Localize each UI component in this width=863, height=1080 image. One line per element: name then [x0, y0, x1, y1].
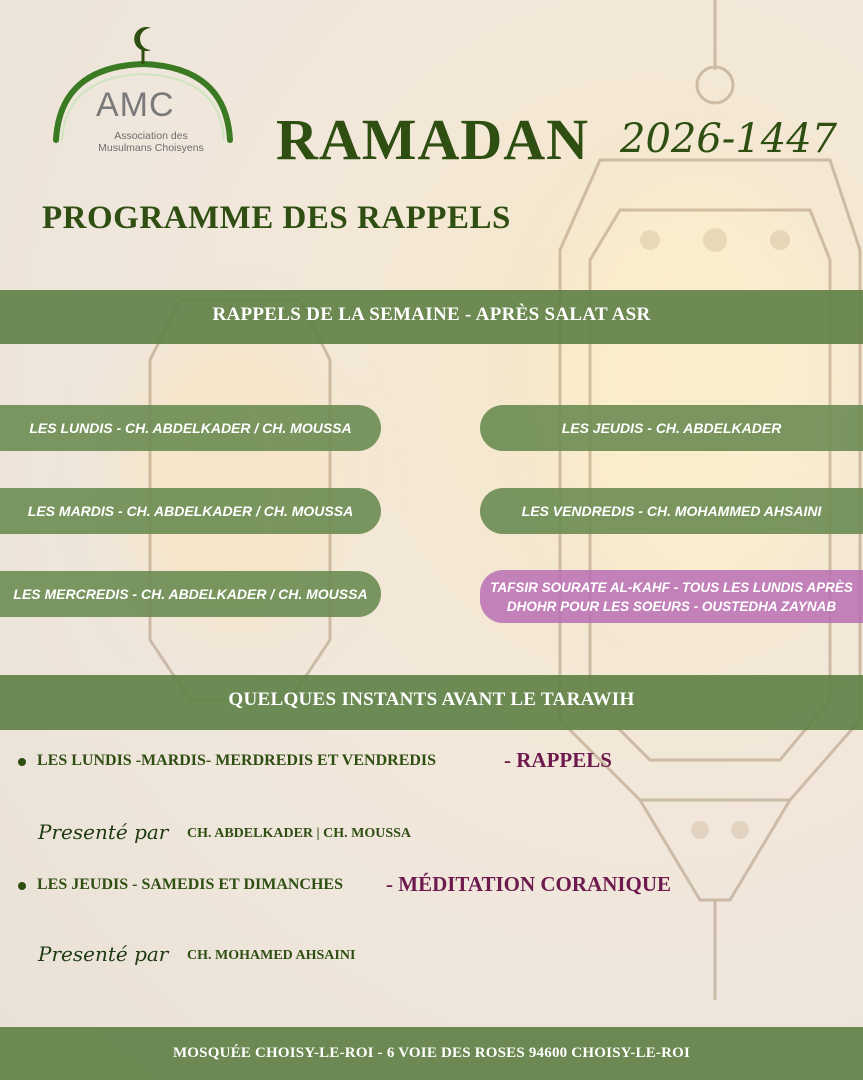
bullet-icon — [18, 882, 26, 890]
page-subtitle: PROGRAMME DES RAPPELS — [42, 200, 511, 236]
presented-by-label-2: Presenté par — [38, 942, 169, 966]
year-label: 2026-1447 — [620, 116, 838, 162]
logo-association-name: Association des Musulmans Choisyens — [98, 130, 204, 154]
footer-address: MOSQUÉE CHOISY-LE-ROI - 6 VOIE DES ROSES 94600 CHOISY-LE-ROI — [0, 1027, 863, 1080]
logo-abbreviation: AMC — [96, 86, 175, 124]
schedule-pill-lundis: LES LUNDIS - CH. ABDELKADER / CH. MOUSSA — [0, 405, 381, 451]
schedule-pill-vendredis: LES VENDREDIS - CH. MOHAMMED AHSAINI — [480, 488, 863, 534]
tafsir-pill: TAFSIR SOURATE AL-KAHF - TOUS LES LUNDIS APRÈS DHOHR POUR LES SOEURS - OUSTEDHA ZAYNAB — [480, 570, 863, 623]
presenter-2: CH. MOHAMED AHSAINI — [187, 948, 356, 963]
presenter-1: CH. ABDELKADER | CH. MOUSSA — [187, 826, 411, 841]
page-title: RAMADAN — [276, 107, 590, 172]
section-heading-asr: RAPPELS DE LA SEMAINE - APRÈS SALAT ASR — [0, 290, 863, 344]
presented-by-label-1: Presenté par — [38, 820, 169, 844]
tarawih-days-2: LES JEUDIS - SAMEDIS ET DIMANCHES — [37, 876, 343, 893]
tarawih-type-meditation: - MÉDITATION CORANIQUE — [386, 872, 672, 896]
schedule-pill-mercredis: LES MERCREDIS - CH. ABDELKADER / CH. MOUSSA — [0, 571, 381, 617]
section-heading-tarawih: QUELQUES INSTANTS AVANT LE TARAWIH — [0, 675, 863, 730]
schedule-pill-jeudis: LES JEUDIS - CH. ABDELKADER — [480, 405, 863, 451]
crescent-icon — [134, 27, 151, 51]
amc-logo — [48, 22, 238, 162]
bullet-icon — [18, 758, 26, 766]
tarawih-type-rappels: - RAPPELS — [504, 748, 612, 772]
tarawih-days-1: LES LUNDIS -MARDIS- MERDREDIS ET VENDREDIS — [37, 752, 437, 769]
schedule-pill-mardis: LES MARDIS - CH. ABDELKADER / CH. MOUSSA — [0, 488, 381, 534]
